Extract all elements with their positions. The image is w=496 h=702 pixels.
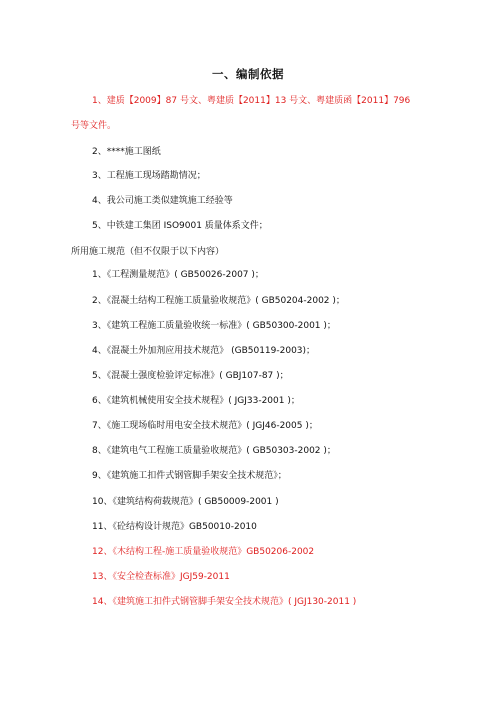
basis-item-1-continued: 号等文件。 <box>71 121 117 131</box>
basis-item-4: 4、我公司施工类似建筑施工经验等 <box>92 196 233 206</box>
basis-item-2: 2、****施工图纸 <box>92 147 161 157</box>
standard-item-14: 14、《建筑施工扣件式钢管脚手架安全技术规范》( JGJ130-2011 ) <box>92 597 357 607</box>
section-title: 一、编制依据 <box>212 67 284 81</box>
standard-item-12: 12、《木结构工程-施工质量验收规范》GB50206-2002 <box>92 547 315 557</box>
standard-item-2: 2、《混凝土结构工程施工质量验收规范》( GB50204-2002 )； <box>92 296 345 306</box>
standard-item-9: 9、《建筑施工扣件式钢管脚手架安全技术规范》； <box>92 471 287 481</box>
basis-item-1: 1、建质【2009】87 号文、粤建质【2011】13 号文、粤建质函【2011】796 <box>92 96 411 106</box>
basis-item-3: 3、工程施工现场踏勘情况； <box>92 171 206 181</box>
standard-item-10: 10、《建筑结构荷载规范》( GB50009-2001 ) <box>92 497 279 507</box>
standard-item-11: 11、《砼结构设计规范》GB50010-2010 <box>92 522 257 532</box>
standard-item-6: 6、《建筑机械使用安全技术规程》( JGJ33-2001 )； <box>92 396 300 406</box>
standard-item-3: 3、《建筑工程施工质量验收统一标准》( GB50300-2001 )； <box>92 321 336 331</box>
standard-item-7: 7、《施工现场临时用电安全技术规范》( JGJ46-2005 )； <box>92 421 318 431</box>
standard-item-13: 13、《安全检查标准》JGJ59-2011 <box>92 572 230 582</box>
standards-heading: 所用施工规范（但不仅限于以下内容） <box>71 247 225 257</box>
standard-item-8: 8、《建筑电气工程施工质量验收规范》( GB50303-2002 )； <box>92 446 336 456</box>
standard-item-4: 4、《混凝土外加剂应用技术规范》 (GB50119-2003)； <box>92 346 316 356</box>
basis-item-5: 5、中铁建工集团 ISO9001 质量体系文件； <box>92 221 268 231</box>
standard-item-5: 5、《混凝土强度检验评定标准》( GBJ107-87 )； <box>92 371 289 381</box>
standard-item-1: 1、《工程测量规范》( GB50026-2007 )； <box>92 270 264 280</box>
